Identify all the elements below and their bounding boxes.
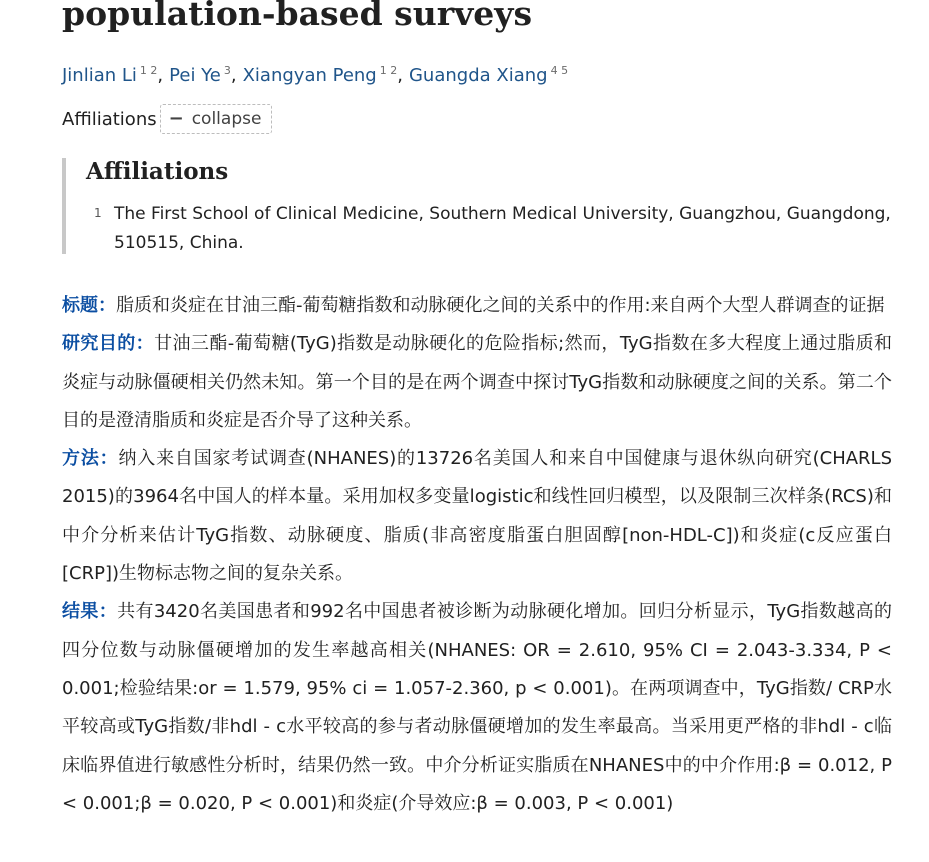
section-label: 标题：	[62, 295, 116, 316]
section-text: 甘油三酯-葡萄糖(TyG)指数是动脉硬化的危险指标;然而，TyG指数在多大程度上通过脂质和炎症与动脉僵硬相关仍然未知。第一个目的是在两个调查中探讨TyG指数和动脉硬度之间的关系。第二个目的是澄清脂质和炎症是否介导了这种关系。	[62, 333, 893, 431]
affiliations-heading: Affiliations	[86, 158, 229, 185]
author-link[interactable]: Guangda Xiang	[408, 65, 548, 86]
section-text: 共有3420名美国患者和992名中国患者被诊断为动脉硬化增加。回归分析显示，TyG指数越高的四分位数与动脉僵硬增加的发生率越高相关(NHANES: OR = 2.610, 95% CI = 2.043-3.334, P < 0.001;检验结果:or = 1.579, 95% ci = 1.057-2.360, p < 0.001)。在两项调查中，TyG指数/ CRP水平较高或TyG指数/非hdl - c水平较高的参与者动脉僵硬增加的发生率最高。当采用更严格的非hdl - c临床临界值进行敏感性分析时，结果仍然一致。中介分析证实脂质在NHANES中的中介作用:β = 0.012, P < 0.001;β = 0.020, P < 0.001)和炎症(介导效应:β = 0.003, P < 0.001)	[62, 601, 892, 814]
section-text: 纳入来自国家考试调查(NHANES)的13726名美国人和来自中国健康与退休纵向研究(CHARLS 2015)的3964名中国人的样本量。采用加权多变量logistic和线性回归模型，以及限制三次样条(RCS)和中介分析来估计TyG指数、动脉硬度、脂质(非高密度脂蛋白胆固醇[non-HDL-C])和炎症(c反应蛋白[CRP])生物标志物之间的复杂关系。	[62, 448, 893, 585]
collapse-button[interactable]	[160, 104, 273, 134]
author-separator: ,	[157, 65, 164, 86]
affiliation-number: 1	[94, 206, 102, 220]
abstract-section-results	[62, 593, 892, 823]
section-text: 脂质和炎症在甘油三酯-葡萄糖指数和动脉硬化之间的关系中的作用:来自两个大型人群调查的证据	[116, 295, 885, 316]
section-label: 研究目的：	[62, 333, 155, 355]
affiliations-label: Affiliations	[62, 108, 157, 130]
minus-icon: −	[168, 108, 184, 129]
section-label: 结果：	[62, 601, 118, 623]
abstract-section-title	[62, 287, 892, 325]
collapse-label: collapse	[191, 108, 262, 129]
abstract-section-objective	[62, 325, 892, 440]
author-affiliation-ref[interactable]: 1 2	[379, 64, 398, 77]
affiliation-text: The First School of Clinical Medicine, Southern Medical University, Guangzhou, Guangdong, 510515, China.	[114, 204, 891, 253]
author-separator: ,	[397, 65, 403, 86]
author-affiliation-ref[interactable]: 1 2	[139, 64, 158, 77]
author-affiliation-ref[interactable]: 4 5	[550, 64, 569, 77]
affiliations-panel	[62, 158, 896, 254]
abstract-section-methods	[62, 440, 892, 593]
section-label: 方法：	[62, 448, 119, 470]
article-title: population-based surveys	[62, 0, 533, 33]
author-list	[62, 64, 568, 86]
affiliations-toggle-row	[62, 104, 272, 134]
abstract	[62, 287, 892, 823]
author-link[interactable]: Jinlian Li	[62, 65, 137, 86]
author-separator: ,	[230, 65, 237, 86]
author-link[interactable]: Xiangyan Peng	[242, 65, 377, 86]
author-affiliation-ref[interactable]: 3	[223, 64, 231, 77]
author-link[interactable]: Pei Ye	[169, 65, 221, 86]
